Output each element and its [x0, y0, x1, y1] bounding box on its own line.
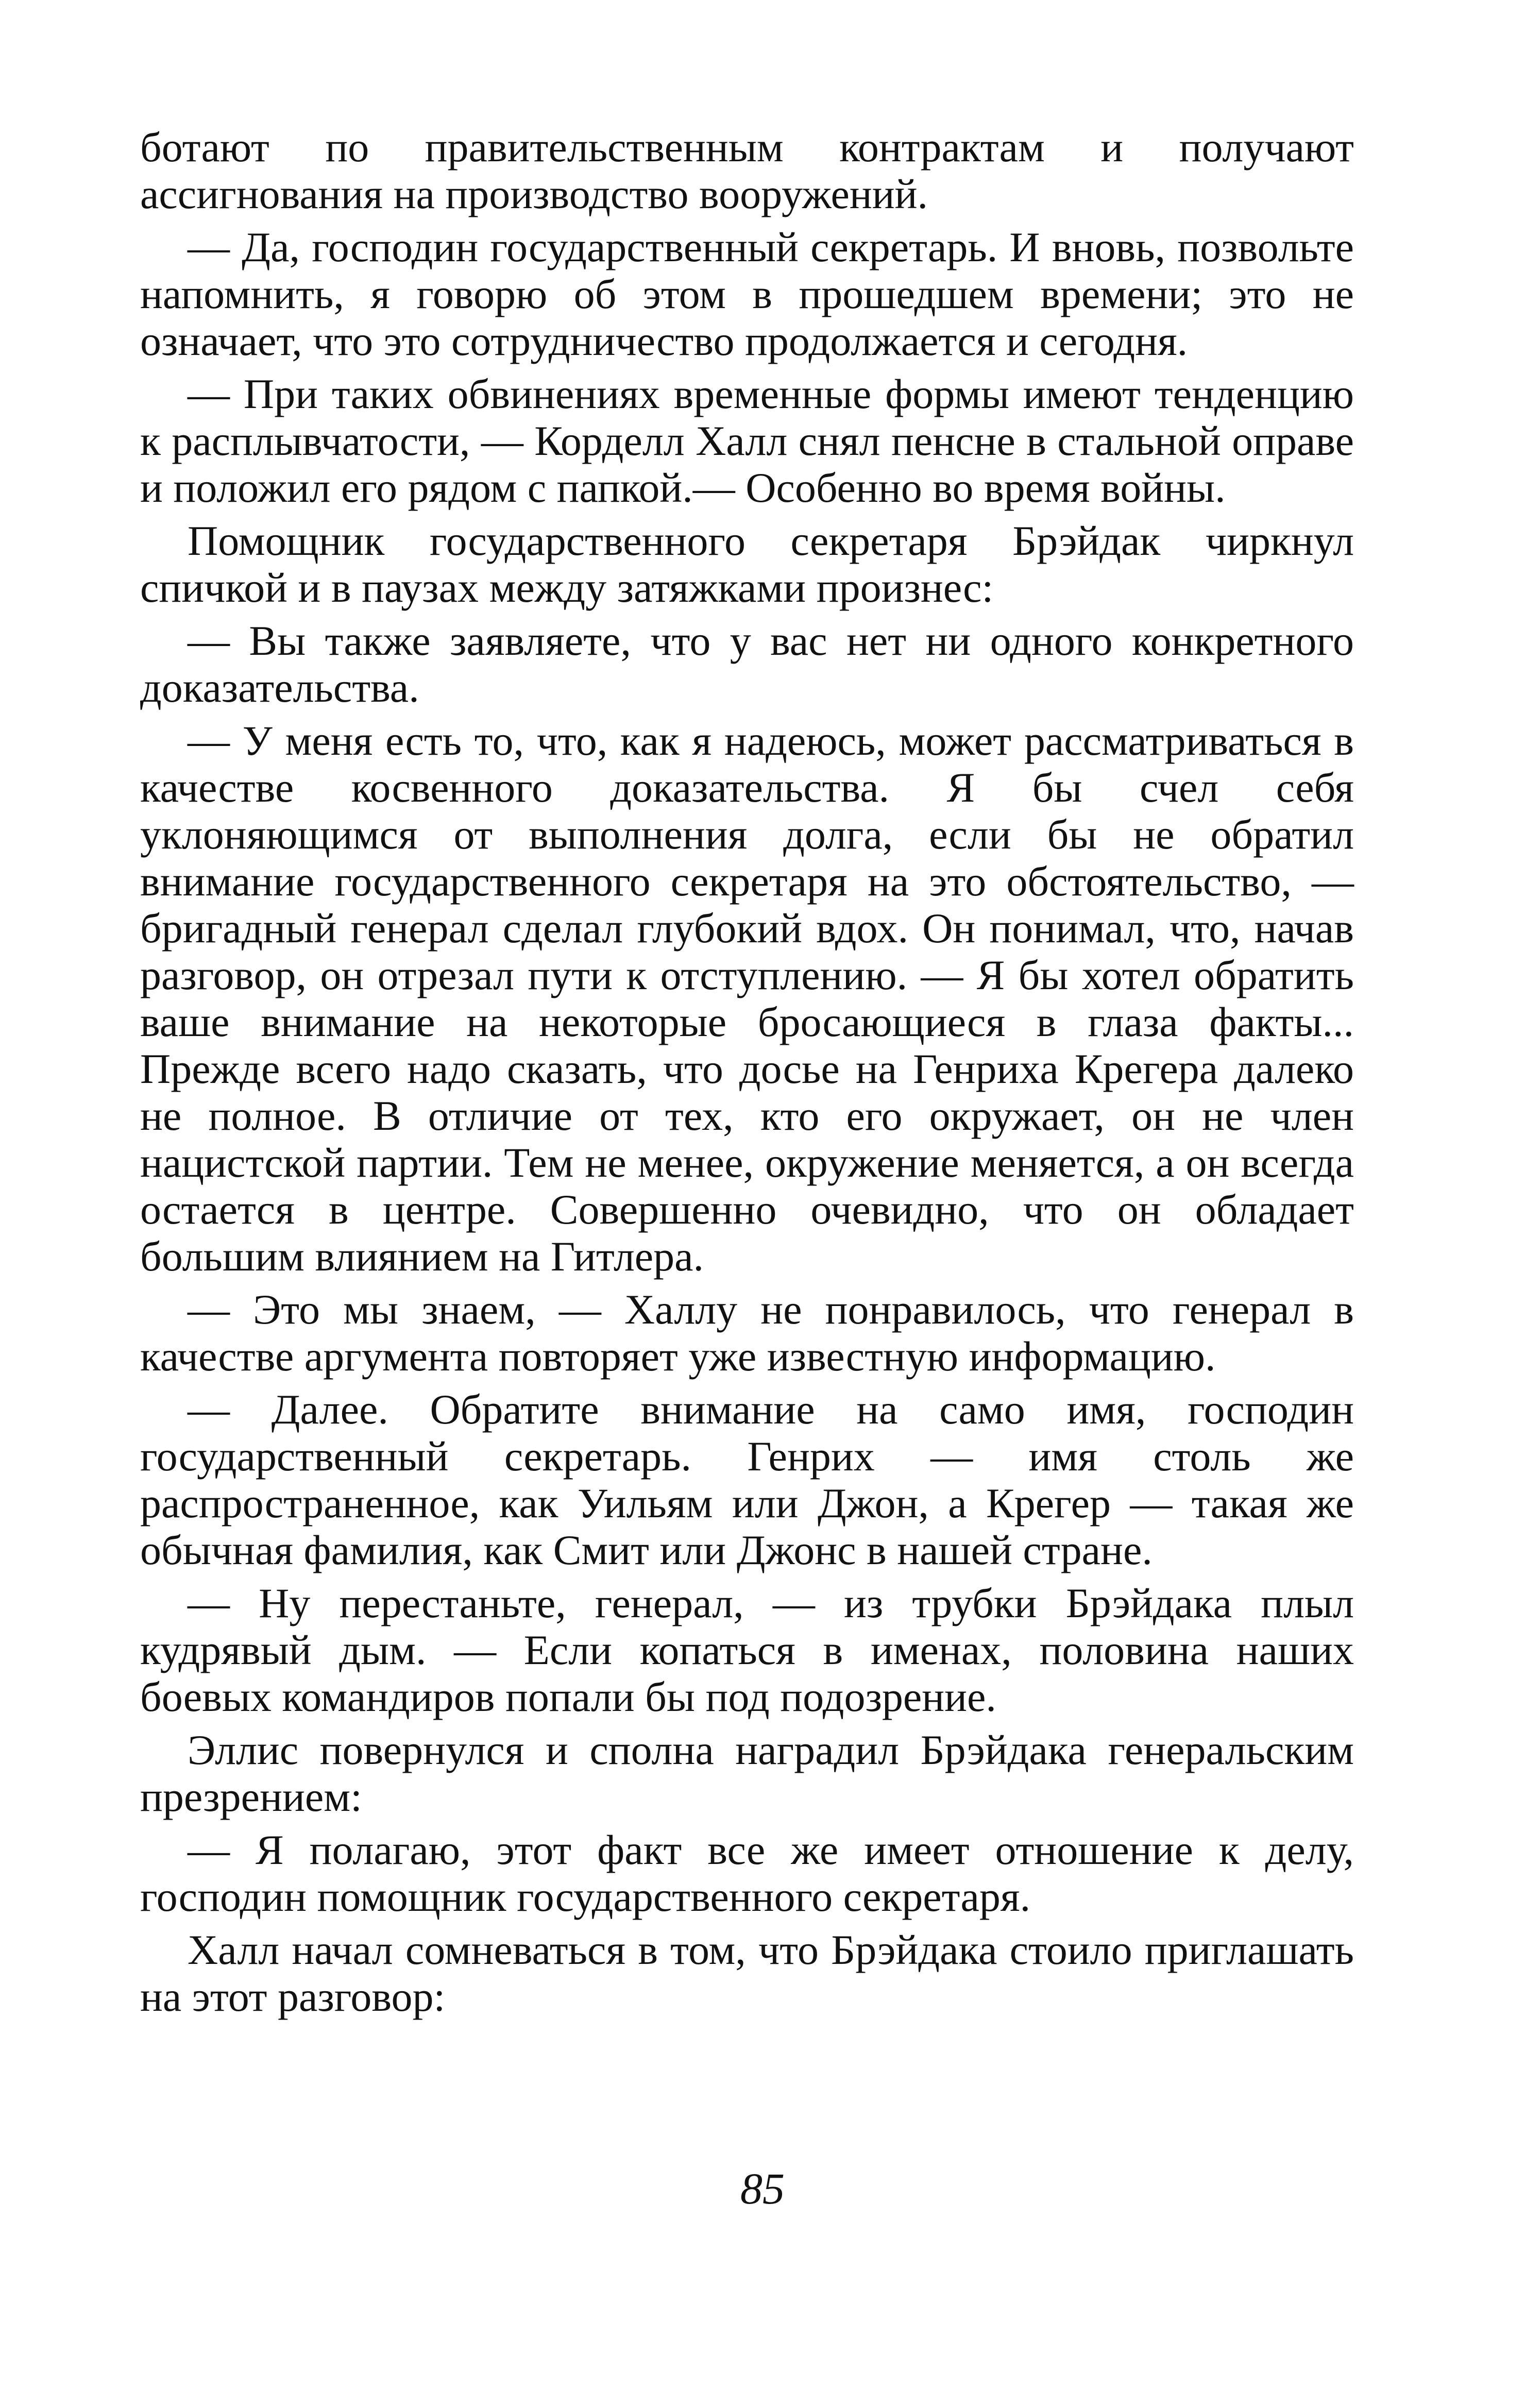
paragraph: — Далее. Обратите внимание на само имя, господин государственный секретарь. Генрих — имя столь же распространенное, как Уильям или Джон, а Крегер — такая же обычная фамилия, как Смит или Джонс в нашей стране. — [140, 1386, 1354, 1573]
paragraph: ботают по правительственным контрактам и получают ассигнования на производство вооружений. — [140, 124, 1354, 217]
body-text — [140, 124, 1354, 2020]
paragraph: — Ну перестаньте, генерал, — из трубки Брэйдака плыл кудрявый дым. — Если копаться в именах, половина наших боевых командиров попали бы под подозрение. — [140, 1580, 1354, 1720]
paragraph: — Это мы знаем, — Халлу не понравилось, что генерал в качестве аргумента повторяет уже известную информацию. — [140, 1286, 1354, 1380]
paragraph: Помощник государственного секретаря Брэйдак чиркнул спичкой и в паузах между затяжками произнес: — [140, 517, 1354, 611]
paragraph: — Я полагаю, этот факт все же имеет отношение к делу, господин помощник государственного секретаря. — [140, 1826, 1354, 1920]
paragraph: Халл начал сомневаться в том, что Брэйдака стоило приглашать на этот разговор: — [140, 1926, 1354, 2020]
paragraph: — Вы также заявляете, что у вас нет ни одного конкретного доказательства. — [140, 617, 1354, 711]
page-number: 85 — [740, 2164, 785, 2213]
paragraph: — При таких обвинениях временные формы имеют тенденцию к расплывчатости, — Корделл Халл снял пенсне в стальной оправе и положил его рядом с папкой.— Особенно во время войны. — [140, 370, 1354, 511]
paragraph: Эллис повернулся и сполна наградил Брэйдака генеральским презрением: — [140, 1726, 1354, 1820]
paragraph: — У меня есть то, что, как я надеюсь, может рассматриваться в качестве косвенного доказательства. Я бы счел себя уклоняющимся от выполнения долга, если бы не обратил внимание государственного секретаря на это обстоятельство, — бригадный генерал сделал глубокий вдох. Он понимал, что, начав разговор, он отрезал пути к отступлению. — Я бы хотел обратить ваше внимание на некоторые бросающиеся в глаза факты... Прежде всего надо сказать, что досье на Генриха Крегера далеко не полное. В отличие от тех, кто его окружает, он не член нацистской партии. Тем не менее, окружение меняется, а он всегда остается в центре. Совершенно очевидно, что он обладает большим влиянием на Гитлера. — [140, 717, 1354, 1280]
paragraph: — Да, господин государственный секретарь. И вновь, позвольте напомнить, я говорю об этом в прошедшем времени; это не означает, что это сотрудничество продолжается и сегодня. — [140, 224, 1354, 364]
